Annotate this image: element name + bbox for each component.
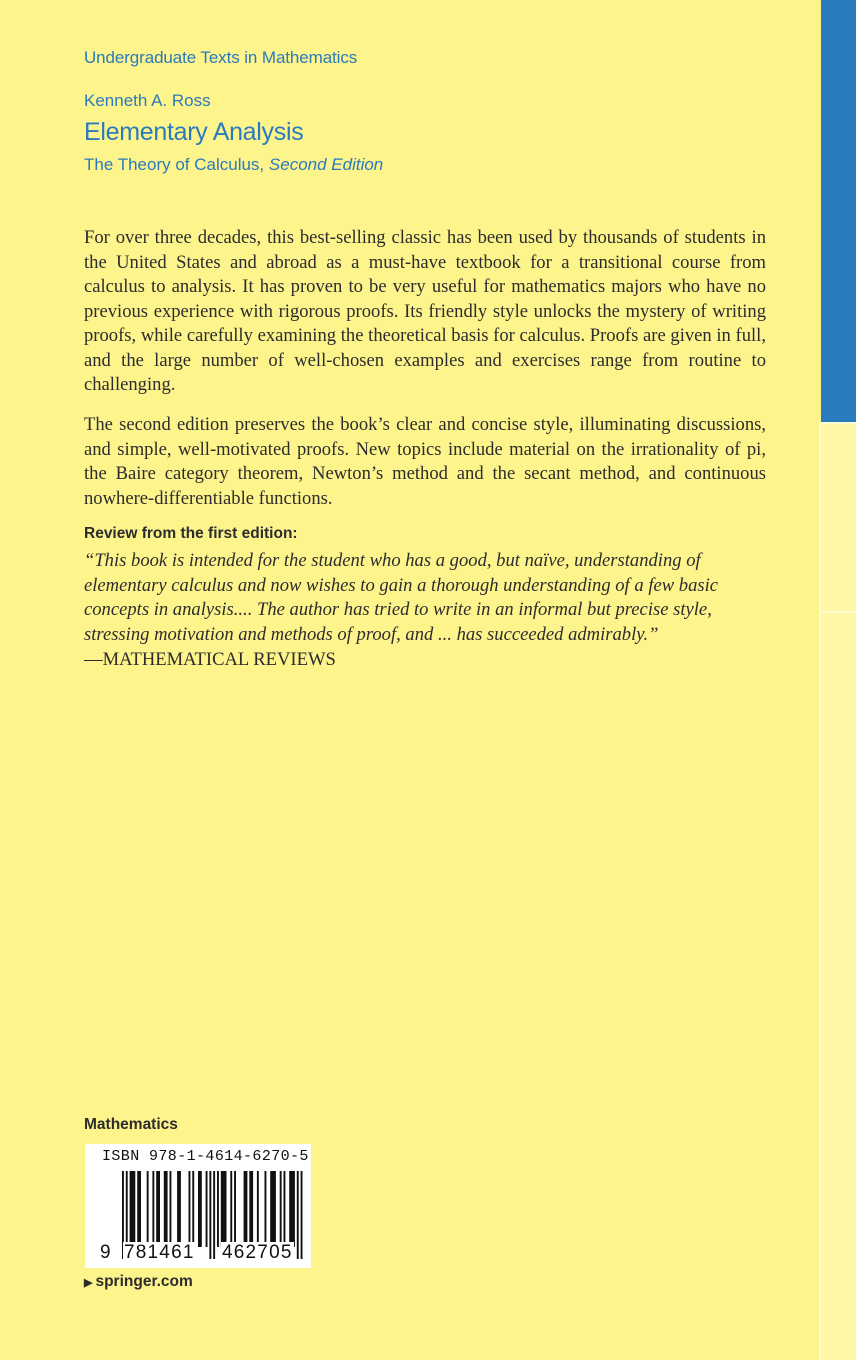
barcode-bar [206, 1171, 208, 1247]
publisher-url: springer.com [95, 1273, 193, 1290]
arrow-right-icon: ▶ [84, 1276, 93, 1289]
review-heading: Review from the first edition: [84, 525, 298, 542]
spine-divider [821, 611, 856, 613]
barcode-bar [284, 1171, 286, 1247]
isbn-barcode [85, 1144, 311, 1268]
barcode-bar [249, 1171, 253, 1247]
book-title: Elementary Analysis [84, 118, 304, 146]
barcode-bar [198, 1171, 202, 1247]
barcode-bar [234, 1171, 236, 1247]
spine-light-band [821, 422, 856, 1360]
subtitle-main: The Theory of Calculus, [84, 155, 265, 174]
barcode-bar [257, 1171, 259, 1247]
subtitle-edition: Second Edition [268, 155, 384, 174]
spine-edge-line [819, 422, 821, 1360]
barcode-bar [147, 1171, 149, 1247]
barcode-bar [230, 1171, 232, 1247]
barcode-bar [217, 1171, 219, 1247]
barcode-bar [244, 1171, 248, 1247]
subject-category: Mathematics [84, 1116, 178, 1133]
review-quote: “This book is intended for the student who has a good, but naïve, understanding of elementary calculus and now wishes to gain a thorough understanding of a few basic concepts in analysis.... The author has tried to write in an informal but precise style, stressing motivation and methods of proof, and ... has succeeded admirably.” [84, 550, 719, 645]
author-name: Kenneth A. Ross [84, 91, 211, 110]
barcode-bar [189, 1171, 191, 1247]
barcode-bar [137, 1171, 141, 1247]
series-name: Undergraduate Texts in Mathematics [84, 48, 358, 67]
barcode-bar [156, 1171, 160, 1247]
publisher-link[interactable] [84, 1273, 193, 1291]
barcode-bar [152, 1171, 154, 1247]
barcode-bar [280, 1171, 282, 1247]
spine-blue-band [821, 0, 856, 422]
book-subtitle [84, 155, 383, 175]
barcode-bar [177, 1171, 181, 1247]
barcode-digits-right: 462705 [222, 1242, 293, 1263]
isbn-label: ISBN 978-1-4614-6270-5 [102, 1148, 309, 1165]
barcode-digit-first: 9 [100, 1242, 111, 1263]
barcode-bar [289, 1171, 295, 1247]
barcode-digits [85, 1242, 311, 1266]
barcode-bar [130, 1171, 136, 1247]
description-paragraph: The second edition preserves the book’s clear and concise style, illuminating discussions, and simple, well-motivated proofs. New topics include material on the irrationality of pi, the Baire category theorem, Newton’s method and the secant method, and continuous nowhere-differentiable functions. [84, 414, 766, 509]
barcode-bar [221, 1171, 227, 1247]
review-source: —MATHEMATICAL REVIEWS [84, 649, 336, 670]
barcode-digits-left: 781461 [124, 1242, 195, 1263]
barcode-bar [270, 1171, 276, 1247]
barcode-bar [164, 1171, 168, 1247]
spine-divider [821, 422, 856, 424]
description-paragraph: For over three decades, this best-selling classic has been used by thousands of students in the United States and abroad as a must-have textbook for a transitional course from calculus to analysis. It has proven to be very useful for mathematics majors who have no previous experience with rigorous proofs. Its friendly style unlocks the mystery of writing proofs, while carefully examining the theoretical basis for calculus. Proofs are given in full, and the large number of well-chosen examples and exercises range from routine to challenging. [84, 227, 766, 395]
barcode-bar [192, 1171, 194, 1247]
barcode-bar [265, 1171, 267, 1247]
barcode-bar [170, 1171, 172, 1247]
